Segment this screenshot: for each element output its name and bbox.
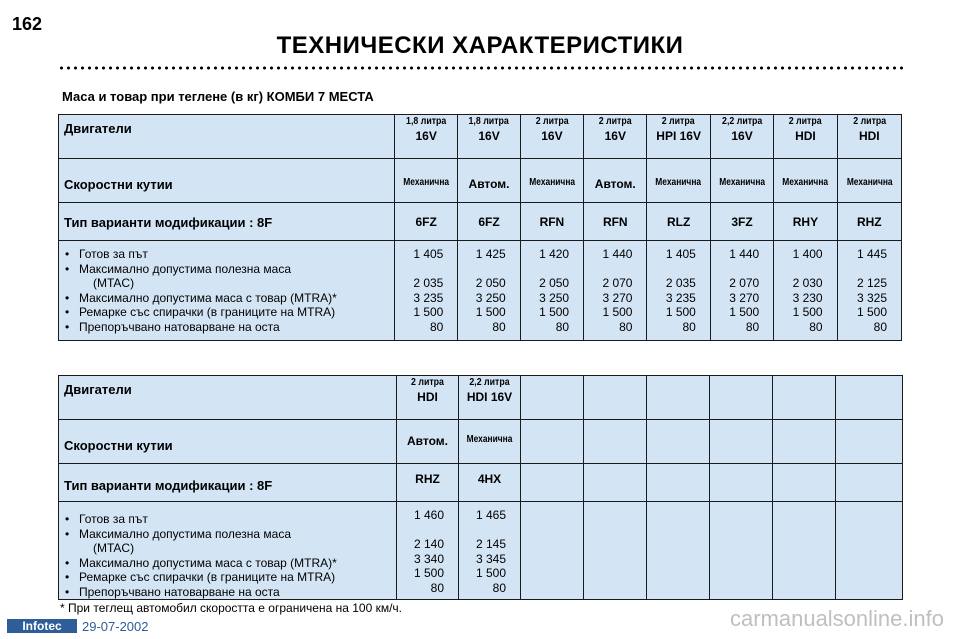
infotec-logo: Infotec: [7, 619, 77, 633]
gearbox-cell: Механична: [710, 159, 773, 203]
gearbox-label: Скоростни кутии: [64, 177, 173, 192]
empty-cell: [836, 464, 903, 502]
empty-cell: [773, 376, 836, 420]
engine-header: 2 литра 16V: [584, 115, 647, 159]
mass-values: 1 460 2 140 3 340 1 500 80: [397, 502, 459, 600]
engines-label: Двигатели: [64, 121, 132, 136]
engine-header: 2 литра 16V: [520, 115, 583, 159]
gearbox-cell: Механична: [520, 159, 583, 203]
empty-cell: [521, 376, 584, 420]
empty-cell: [584, 376, 647, 420]
empty-cell: [836, 420, 903, 464]
variant-code: RHZ: [397, 464, 459, 502]
empty-cell: [647, 502, 710, 600]
engine-header: 1,8 литра 16V: [458, 115, 520, 159]
variant-label: Тип варианти модификации : 8F: [64, 215, 273, 230]
variant-code: RFN: [584, 203, 647, 241]
engine-header: 2,2 литра HDI 16V: [459, 376, 521, 420]
mass-values: 1 465 2 145 3 345 1 500 80: [459, 502, 521, 600]
bullet-max-laden: • Максимално допустима маса с товар (MTRA)*: [65, 556, 396, 571]
engine-header: 2 литра HPI 16V: [647, 115, 710, 159]
variant-code: 3FZ: [710, 203, 773, 241]
empty-cell: [710, 376, 773, 420]
variant-code: RFN: [520, 203, 583, 241]
bullet-max-laden: • Максимално допустима маса с товар (MTRA)*: [65, 291, 394, 306]
mass-row: [59, 502, 903, 600]
gearbox-cell: Механична: [394, 159, 457, 203]
mass-values: 1 440 2 070 3 270 1 500 80: [710, 241, 773, 341]
spec-table-2: [58, 375, 903, 600]
empty-cell: [710, 464, 773, 502]
variant-code: 4HX: [459, 464, 521, 502]
variant-code: 6FZ: [458, 203, 520, 241]
empty-cell: [647, 464, 710, 502]
engine-header: 1,8 литра 16V: [394, 115, 457, 159]
gearbox-cell: Механична: [459, 420, 521, 464]
mass-values: 1 440 2 070 3 270 1 500 80: [584, 241, 647, 341]
empty-cell: [836, 376, 903, 420]
empty-cell: [773, 420, 836, 464]
bullet-braked-trailer: • Ремарке със спирачки (в границите на MTRA): [65, 305, 394, 320]
variant-code: RHZ: [837, 203, 901, 241]
bullet-ready: • Готов за път: [65, 512, 396, 527]
footer-date: 29-07-2002: [82, 619, 149, 634]
mass-values: 1 400 2 030 3 230 1 500 80: [774, 241, 837, 341]
engine-header: 2 литра HDI: [774, 115, 837, 159]
bullet-braked-trailer: • Ремарке със спирачки (в границите на MTRA): [65, 570, 396, 585]
empty-cell: [710, 420, 773, 464]
gearbox-cell: Автом.: [397, 420, 459, 464]
empty-cell: [584, 502, 647, 600]
empty-cell: [584, 464, 647, 502]
engine-header: 2,2 литра 16V: [710, 115, 773, 159]
mass-values: 1 445 2 125 3 325 1 500 80: [837, 241, 901, 341]
variant-code: 6FZ: [394, 203, 457, 241]
page-number: 162: [12, 14, 43, 34]
engine-header: 2 литра HDI: [837, 115, 901, 159]
gearbox-cell: Автом.: [458, 159, 520, 203]
variant-row: [59, 464, 903, 502]
gearbox-row: [59, 159, 902, 203]
empty-cell: [647, 420, 710, 464]
gearbox-cell: Механична: [774, 159, 837, 203]
mass-bullet-list: [59, 241, 394, 334]
dotted-divider: [58, 66, 906, 70]
page-title: ТЕХНИЧЕСКИ ХАРАКТЕРИСТИКИ: [276, 32, 684, 59]
gearbox-cell: Механична: [837, 159, 901, 203]
bullet-max-payload: • Максимално допустима полезна маса (MTAC): [65, 527, 396, 556]
section-title: Маса и товар при теглене (в кг) КОМБИ 7 МЕСТА: [62, 89, 374, 104]
variant-row: [59, 203, 902, 241]
mass-bullet-list: [59, 502, 396, 599]
engines-row: [59, 376, 903, 420]
bullet-axle-load: • Препоръчвано натоварване на оста: [65, 585, 396, 600]
bullet-axle-load: • Препоръчвано натоварване на оста: [65, 320, 394, 335]
mass-row: [59, 241, 902, 341]
watermark: carmanualsonline.info: [729, 606, 944, 631]
empty-cell: [710, 502, 773, 600]
spec-table-1: [58, 114, 902, 341]
mass-values: 1 405 2 035 3 235 1 500 80: [394, 241, 457, 341]
engines-row: [59, 115, 902, 159]
variant-code: RLZ: [647, 203, 710, 241]
footnote: * При теглещ автомобил скоростта е ограничена на 100 км/ч.: [60, 601, 403, 615]
empty-cell: [521, 464, 584, 502]
empty-cell: [773, 464, 836, 502]
empty-cell: [647, 376, 710, 420]
empty-cell: [521, 502, 584, 600]
mass-values: 1 405 2 035 3 235 1 500 80: [647, 241, 710, 341]
bullet-max-payload: • Максимално допустима полезна маса (MTAC): [65, 262, 394, 291]
variant-label: Тип варианти модификации : 8F: [64, 478, 273, 493]
gearbox-cell: Механична: [647, 159, 710, 203]
bullet-ready: • Готов за път: [65, 247, 394, 262]
mass-values: 1 425 2 050 3 250 1 500 80: [458, 241, 520, 341]
empty-cell: [584, 420, 647, 464]
empty-cell: [836, 502, 903, 600]
engine-header: 2 литра HDI: [397, 376, 459, 420]
empty-cell: [521, 420, 584, 464]
gearbox-label: Скоростни кутии: [64, 438, 173, 453]
gearbox-cell: Автом.: [584, 159, 647, 203]
empty-cell: [773, 502, 836, 600]
gearbox-row: [59, 420, 903, 464]
engines-label: Двигатели: [64, 382, 132, 397]
variant-code: RHY: [774, 203, 837, 241]
mass-values: 1 420 2 050 3 250 1 500 80: [520, 241, 583, 341]
